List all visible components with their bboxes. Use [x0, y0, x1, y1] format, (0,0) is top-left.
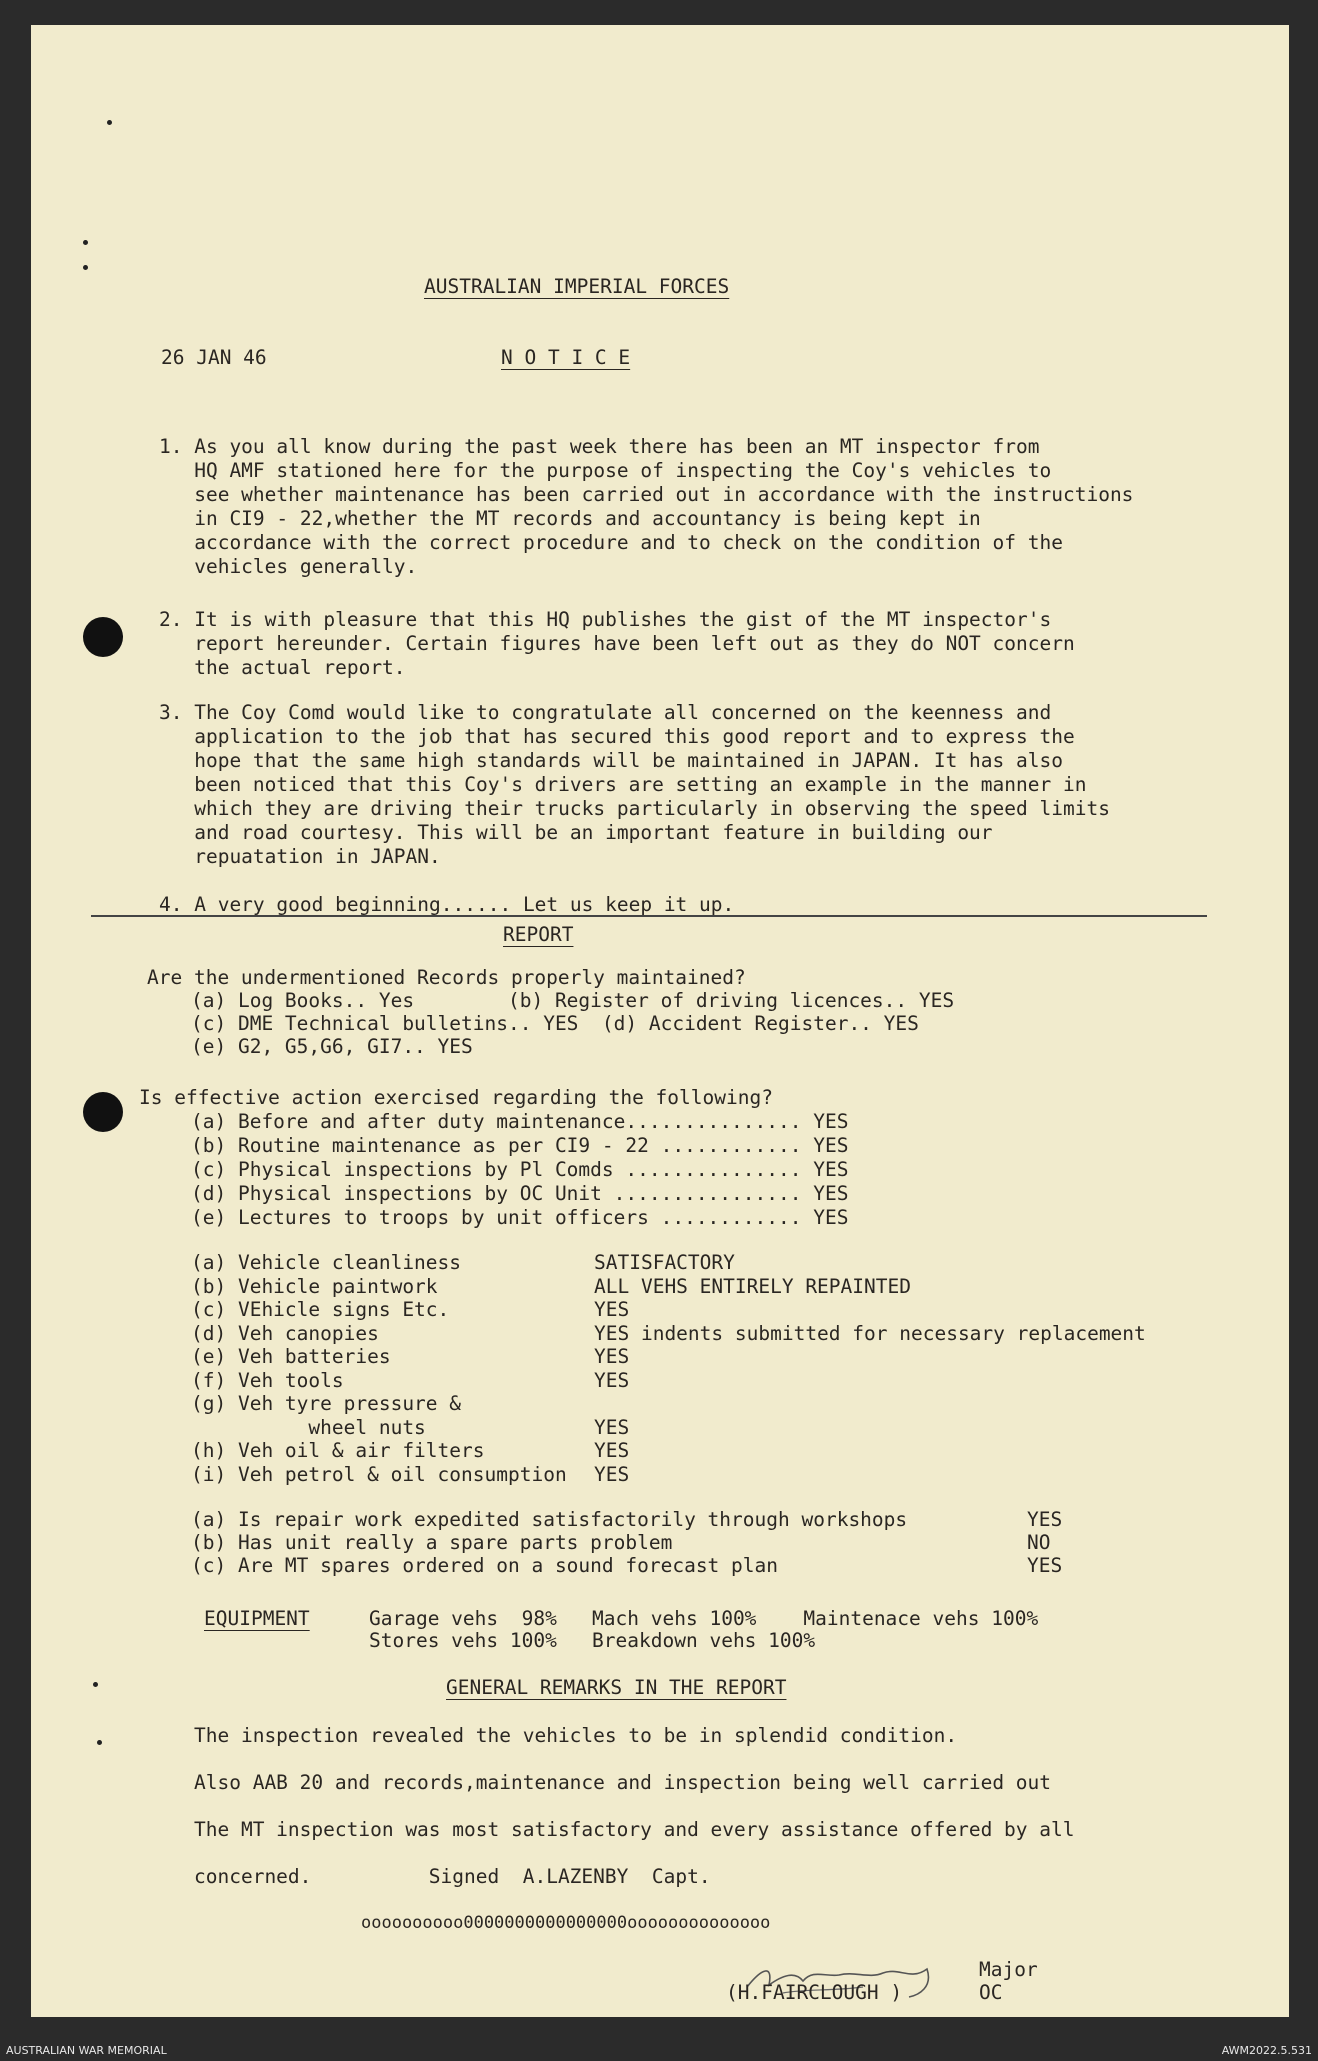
paper-speck [93, 1682, 98, 1687]
equipment-line-2: Stores vehs 100% Breakdown vehs 100% [369, 1629, 816, 1652]
equipment-label: EQUIPMENT [204, 1607, 310, 1630]
vehicle-item-label: (a) Vehicle cleanliness [191, 1251, 462, 1274]
remark-line: Also AAB 20 and records,maintenance and inspection being well carried out [194, 1771, 1052, 1794]
notice-date: 26 JAN 46 [161, 346, 267, 369]
vehicle-item-value: YES [594, 1345, 630, 1368]
punch-hole [83, 1092, 123, 1132]
paragraph-1-line: in CI9 - 22,whether the MT records and accountancy is being kept in [159, 507, 981, 530]
org-heading: AUSTRALIAN IMPERIAL FORCES [424, 275, 730, 298]
vehicle-item-value: YES [594, 1439, 630, 1462]
repair-item-label: (b) Has unit really a spare parts problem [191, 1531, 673, 1554]
vehicle-item-label: (g) Veh tyre pressure & [191, 1392, 462, 1415]
vehicle-item-value: SATISFACTORY [594, 1251, 735, 1274]
paragraph-1-line: see whether maintenance has been carried out in accordance with the instructions [159, 483, 1134, 506]
records-question: Are the undermentioned Records properly maintained? [147, 966, 746, 989]
report-heading: REPORT [503, 923, 574, 946]
paragraph-3-line: 3. The Coy Comd would like to congratulate all concerned on the keenness and [159, 701, 1052, 724]
footer-source: AUSTRALIAN WAR MEMORIAL [6, 2044, 167, 2057]
vehicle-item-label: (h) Veh oil & air filters [191, 1439, 485, 1462]
footer-accession: AWM2022.5.531 [1221, 2044, 1312, 2057]
remarks-heading: GENERAL REMARKS IN THE REPORT [446, 1676, 787, 1699]
repair-item-value: YES [1027, 1554, 1063, 1577]
remark-line: The MT inspection was most satisfactory and every assistance offered by all [194, 1818, 1075, 1841]
paragraph-2-line: the actual report. [159, 656, 406, 679]
action-item: (b) Routine maintenance as per CI9 - 22 ............ YES [191, 1134, 849, 1157]
section-divider [91, 915, 1207, 917]
divider-line: oooooooooo0000000000000000oooooooooooooo [361, 1913, 771, 1933]
record-item: (e) G2, G5,G6, GI7.. YES [191, 1035, 473, 1058]
signatory-name: (H.FAIRCLOUGH ) [726, 1981, 903, 2004]
record-item: (a) Log Books.. Yes (b) Register of driving licences.. YES [191, 989, 955, 1012]
vehicle-item-value: ALL VEHS ENTIRELY REPAINTED [594, 1274, 911, 1298]
repair-item-label: (a) Is repair work expedited satisfactorily through workshops [191, 1508, 908, 1531]
vehicle-item-value: YES [594, 1462, 630, 1486]
paper-speck [83, 265, 88, 270]
paragraph-1-line: HQ AMF stationed here for the purpose of inspecting the Coy's vehicles to [159, 459, 1052, 482]
paragraph-3-line: hope that the same high standards will be maintained in JAPAN. It has also [159, 749, 1063, 772]
document-page [31, 25, 1289, 2017]
vehicle-item-label: (c) VEhicle signs Etc. [191, 1298, 450, 1321]
vehicle-item-label: (b) Vehicle paintwork [191, 1274, 438, 1298]
vehicle-item-value: YES indents submitted for necessary replacement [594, 1321, 1146, 1345]
vehicle-item-value: YES [594, 1415, 630, 1439]
vehicle-item-label: (f) Veh tools [191, 1368, 344, 1392]
repair-item-label: (c) Are MT spares ordered on a sound forecast plan [191, 1554, 778, 1577]
paragraph-1-line: 1. As you all know during the past week there has been an MT inspector from [159, 435, 1040, 458]
paragraph-3-line: been noticed that this Coy's drivers are setting an example in the manner in [159, 773, 1087, 796]
paragraph-1-line: accordance with the correct procedure and to check on the condition of the [159, 531, 1063, 554]
remark-line: concerned. Signed A.LAZENBY Capt. [194, 1865, 711, 1888]
action-item: (d) Physical inspections by OC Unit ................ YES [191, 1182, 849, 1205]
vehicle-item-value: YES [594, 1298, 630, 1321]
paper-speck [83, 240, 88, 245]
vehicle-item-label: (e) Veh batteries [191, 1345, 391, 1368]
notice-title: N O T I C E [501, 346, 631, 369]
vehicle-item-label: (i) Veh petrol & oil consumption [191, 1462, 567, 1486]
remark-line: The inspection revealed the vehicles to be in splendid condition. [194, 1724, 958, 1747]
equipment-line-1: Garage vehs 98% Mach vehs 100% Maintenace vehs 100% [369, 1607, 1039, 1630]
paragraph-3-line: repuatation in JAPAN. [159, 845, 441, 868]
vehicle-item-label: wheel nuts [191, 1415, 426, 1439]
vehicle-item-label: (d) Veh canopies [191, 1321, 379, 1345]
repair-item-value: NO [1027, 1531, 1051, 1554]
paper-speck [107, 120, 112, 125]
paragraph-4-line: 4. A very good beginning...... Let us keep it up. [159, 893, 735, 916]
action-item: (c) Physical inspections by Pl Comds ............... YES [191, 1158, 849, 1181]
punch-hole [83, 617, 123, 657]
paragraph-3-line: and road courtesy. This will be an important feature in building our [159, 821, 993, 844]
paragraph-1-line: vehicles generally. [159, 555, 418, 578]
vehicle-item-value: YES [594, 1368, 630, 1392]
paragraph-2-line: report hereunder. Certain figures have been left out as they do NOT concern [159, 632, 1075, 655]
signatory-rank: Major [979, 1958, 1038, 1981]
action-question: Is effective action exercised regarding the following? [139, 1086, 773, 1109]
paragraph-2-line: 2. It is with pleasure that this HQ publishes the gist of the MT inspector's [159, 608, 1052, 631]
paragraph-3-line: application to the job that has secured this good report and to express the [159, 725, 1075, 748]
action-item: (e) Lectures to troops by unit officers ............ YES [191, 1206, 849, 1229]
record-item: (c) DME Technical bulletins.. YES (d) Accident Register.. YES [191, 1012, 919, 1035]
paper-speck [97, 1740, 102, 1745]
action-item: (a) Before and after duty maintenance............... YES [191, 1110, 849, 1133]
paragraph-3-line: which they are driving their trucks particularly in observing the speed limits [159, 797, 1110, 820]
repair-item-value: YES [1027, 1508, 1063, 1531]
signatory-appointment: OC [979, 1981, 1003, 2004]
